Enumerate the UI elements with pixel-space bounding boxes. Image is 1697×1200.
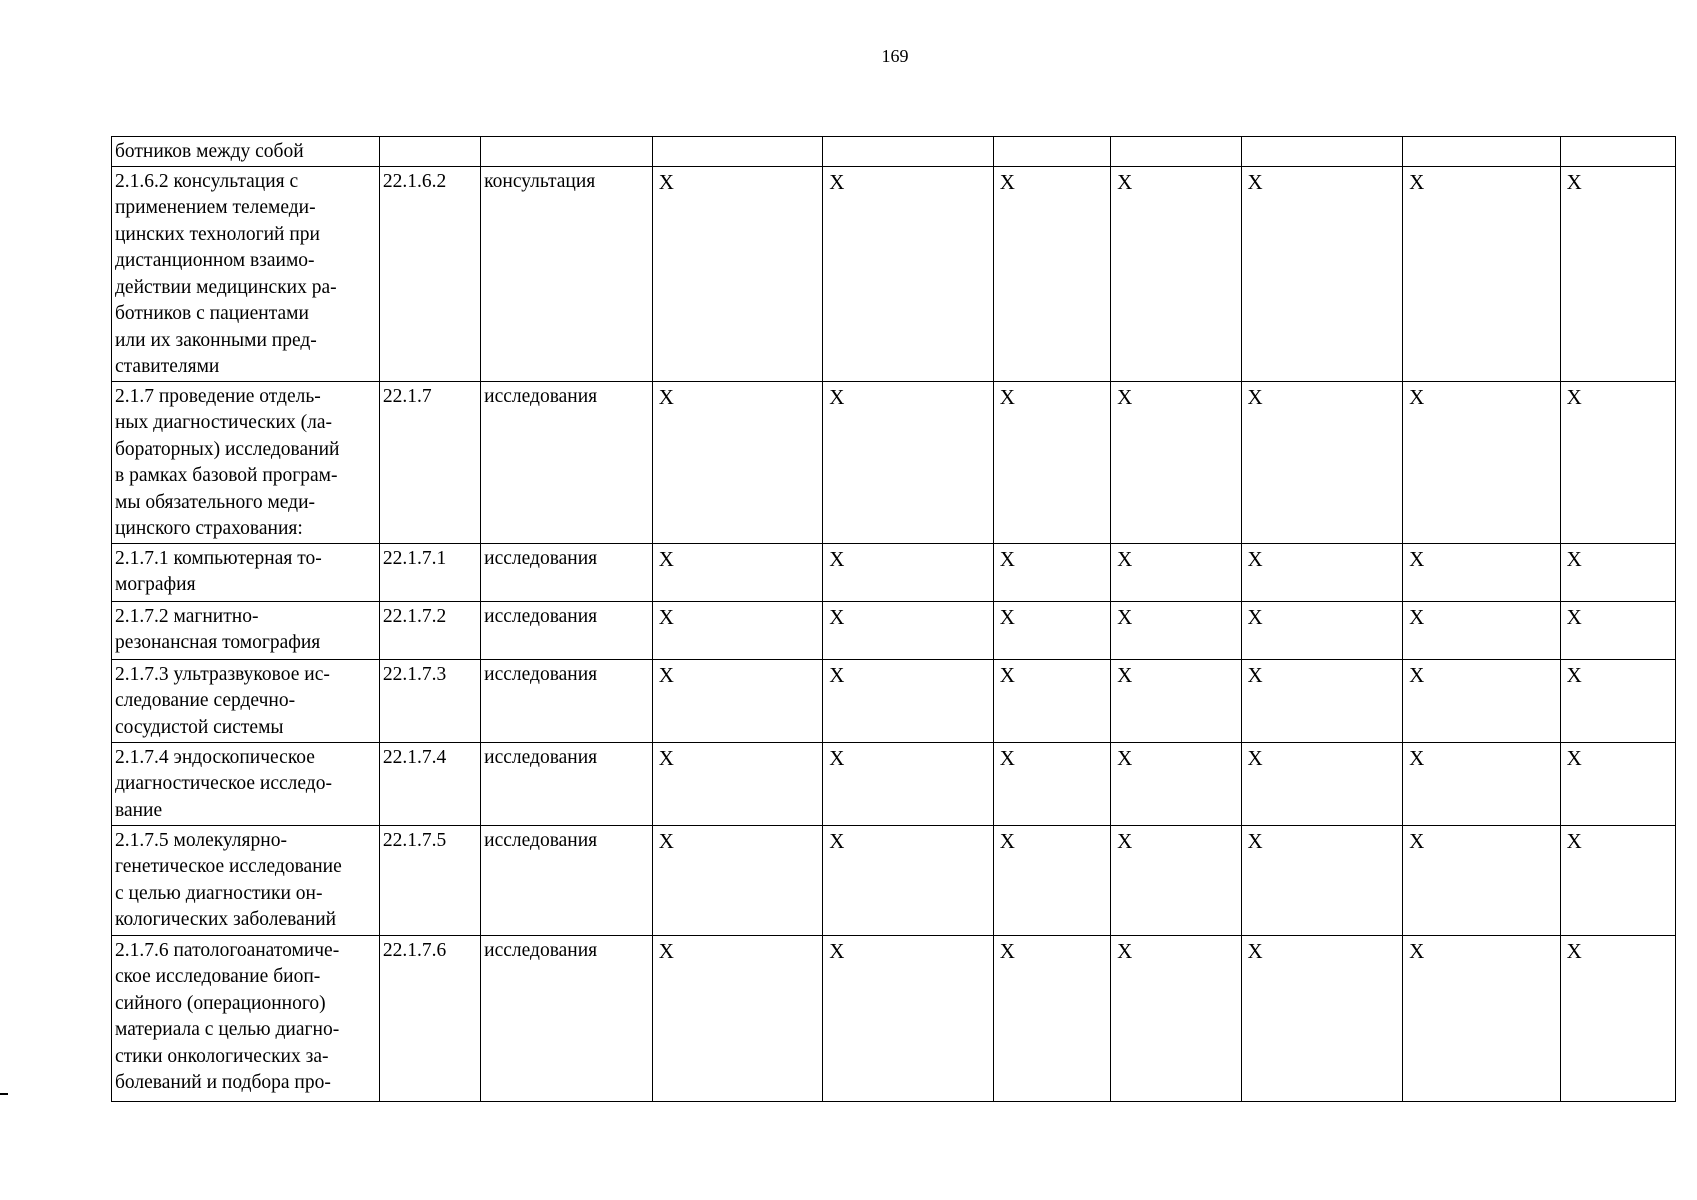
table-row: [112, 742, 1676, 825]
code-cell: 22.1.6.2: [379, 166, 480, 381]
value-cell: [652, 137, 823, 167]
value-cell: X: [1560, 166, 1675, 381]
value-cell: X: [993, 825, 1110, 935]
value-cell: X: [1241, 166, 1403, 381]
value-cell: X: [1403, 166, 1561, 381]
value-cell: X: [1241, 601, 1403, 659]
service-name-cell: 2.1.7.2 магнитно- резонансная томография: [112, 601, 380, 659]
value-cell: [1560, 137, 1675, 167]
unit-cell: исследования: [481, 381, 653, 543]
value-cell: X: [652, 935, 823, 1101]
table-row: [112, 825, 1676, 935]
code-cell: 22.1.7.4: [379, 742, 480, 825]
value-cell: X: [1403, 825, 1561, 935]
margin-mark: [0, 1093, 8, 1095]
value-cell: X: [823, 543, 994, 601]
value-cell: X: [1241, 825, 1403, 935]
value-cell: X: [1241, 659, 1403, 742]
table-body: [112, 137, 1676, 1102]
service-name-cell: 2.1.6.2 консультация с применением телемеди- цинских технологий при дистанционном взаимо- действии медицинских ра- ботников с пациентами или их законными пред- ставителями: [112, 166, 380, 381]
service-name-cell: 2.1.7 проведение отдель- ных диагностических (ла- бораторных) исследований в рамках базовой програм- мы обязательного меди- цинского страхования:: [112, 381, 380, 543]
unit-cell: исследования: [481, 543, 653, 601]
value-cell: X: [823, 825, 994, 935]
value-cell: X: [652, 543, 823, 601]
value-cell: [1241, 137, 1403, 167]
value-cell: X: [823, 166, 994, 381]
value-cell: X: [1241, 935, 1403, 1101]
value-cell: X: [1560, 659, 1675, 742]
service-name-cell: 2.1.7.6 патологоанатомиче- ское исследование биоп- сийного (операционного) материала с целью диагно- стики онкологических за- болеваний и подбора про-: [112, 935, 380, 1101]
value-cell: X: [993, 601, 1110, 659]
value-cell: X: [652, 381, 823, 543]
services-table: [111, 136, 1676, 1102]
value-cell: X: [1560, 543, 1675, 601]
table-row: [112, 935, 1676, 1101]
value-cell: X: [652, 825, 823, 935]
value-cell: X: [1560, 601, 1675, 659]
service-name-cell: 2.1.7.3 ультразвуковое ис- следование сердечно- сосудистой системы: [112, 659, 380, 742]
value-cell: X: [1403, 381, 1561, 543]
value-cell: X: [823, 935, 994, 1101]
unit-cell: [481, 137, 653, 167]
value-cell: X: [993, 166, 1110, 381]
value-cell: X: [823, 742, 994, 825]
value-cell: X: [1241, 543, 1403, 601]
value-cell: X: [1403, 935, 1561, 1101]
table-row: [112, 137, 1676, 167]
code-cell: 22.1.7.6: [379, 935, 480, 1101]
code-cell: [379, 137, 480, 167]
value-cell: X: [1111, 166, 1241, 381]
unit-cell: исследования: [481, 825, 653, 935]
value-cell: X: [1403, 659, 1561, 742]
unit-cell: консультация: [481, 166, 653, 381]
value-cell: X: [1111, 825, 1241, 935]
value-cell: [1111, 137, 1241, 167]
unit-cell: исследования: [481, 659, 653, 742]
code-cell: 22.1.7.5: [379, 825, 480, 935]
table-row: [112, 543, 1676, 601]
value-cell: X: [1403, 601, 1561, 659]
value-cell: X: [823, 381, 994, 543]
code-cell: 22.1.7.2: [379, 601, 480, 659]
value-cell: X: [1560, 825, 1675, 935]
value-cell: X: [823, 659, 994, 742]
value-cell: X: [1111, 659, 1241, 742]
value-cell: [993, 137, 1110, 167]
value-cell: X: [652, 659, 823, 742]
value-cell: X: [652, 166, 823, 381]
value-cell: X: [993, 935, 1110, 1101]
table-row: [112, 601, 1676, 659]
table-row: [112, 166, 1676, 381]
service-name-cell: 2.1.7.1 компьютерная то- мография: [112, 543, 380, 601]
value-cell: X: [1111, 543, 1241, 601]
value-cell: X: [1111, 601, 1241, 659]
value-cell: X: [1403, 543, 1561, 601]
table-row: [112, 659, 1676, 742]
value-cell: [1403, 137, 1561, 167]
value-cell: X: [1241, 742, 1403, 825]
value-cell: X: [993, 659, 1110, 742]
table-row: [112, 381, 1676, 543]
value-cell: X: [1403, 742, 1561, 825]
service-name-cell: 2.1.7.4 эндоскопическое диагностическое исследо- вание: [112, 742, 380, 825]
value-cell: X: [652, 742, 823, 825]
code-cell: 22.1.7.1: [379, 543, 480, 601]
service-name-cell: 2.1.7.5 молекулярно- генетическое исследование с целью диагностики он- кологических заболеваний: [112, 825, 380, 935]
value-cell: [823, 137, 994, 167]
value-cell: X: [993, 543, 1110, 601]
value-cell: X: [652, 601, 823, 659]
service-name-cell: ботников между собой: [112, 137, 380, 167]
value-cell: X: [1560, 381, 1675, 543]
unit-cell: исследования: [481, 742, 653, 825]
unit-cell: исследования: [481, 601, 653, 659]
value-cell: X: [823, 601, 994, 659]
value-cell: X: [1111, 381, 1241, 543]
value-cell: X: [993, 381, 1110, 543]
value-cell: X: [1241, 381, 1403, 543]
unit-cell: исследования: [481, 935, 653, 1101]
page-number: 169: [881, 46, 909, 66]
value-cell: X: [1111, 742, 1241, 825]
value-cell: X: [1560, 935, 1675, 1101]
code-cell: 22.1.7: [379, 381, 480, 543]
value-cell: X: [993, 742, 1110, 825]
code-cell: 22.1.7.3: [379, 659, 480, 742]
value-cell: X: [1560, 742, 1675, 825]
value-cell: X: [1111, 935, 1241, 1101]
